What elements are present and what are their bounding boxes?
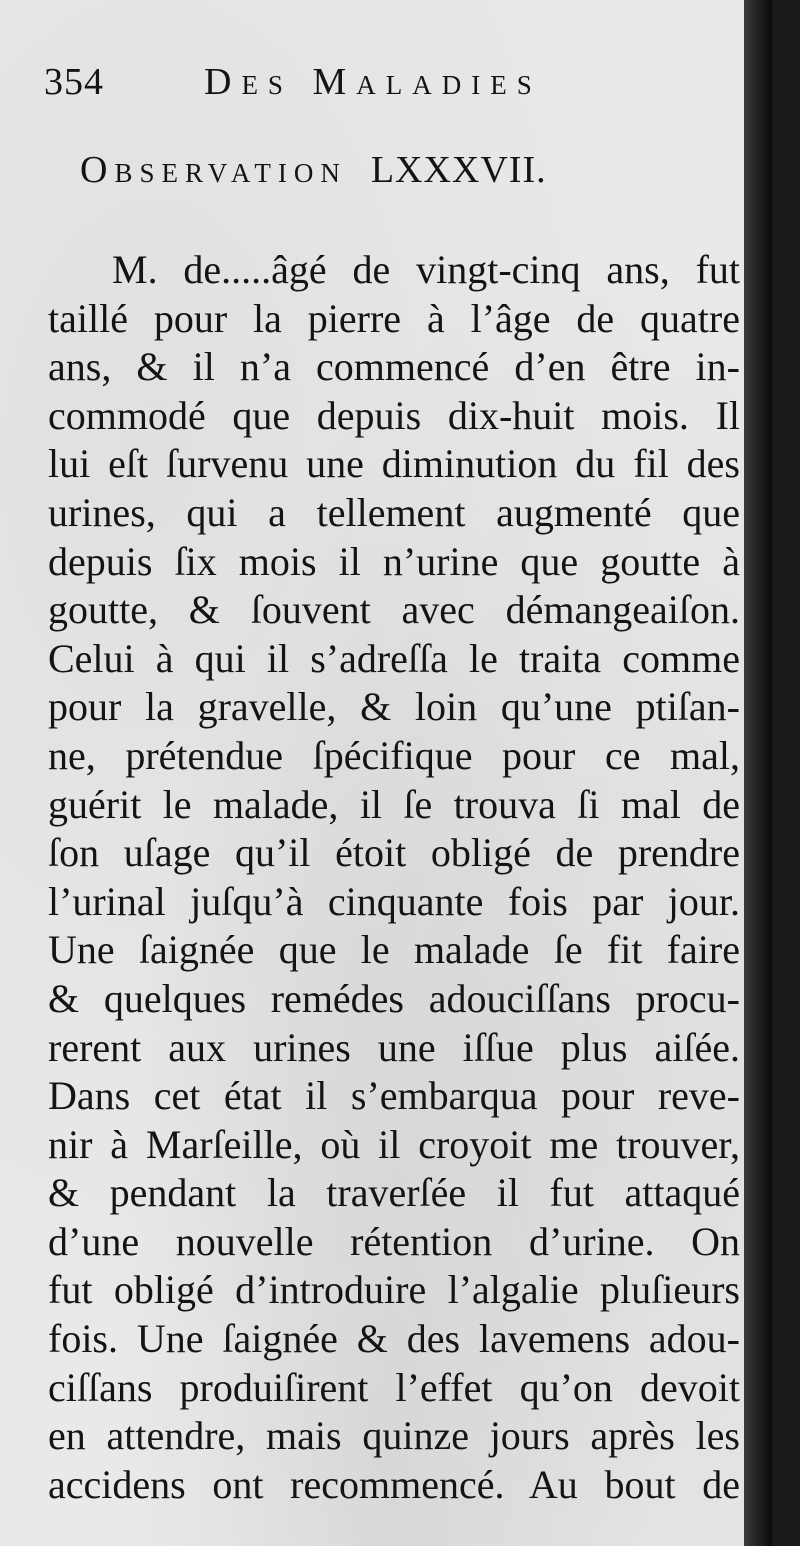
text-line: ſon uſage qu’il étoit obligé de prendre [48,830,740,876]
text-line: ne, prétendue ſpécifique pour ce mal, [48,732,740,778]
text-line: & quelques remédes adouciſſans procu- [48,975,740,1021]
text-line: ciſſans produiſirent l’effet qu’on devoit [48,1364,740,1410]
text-line: & pendant la traverſée il fut attaqué [48,1170,740,1216]
observation-label: Observation [80,149,347,191]
text-line: rerent aux urines une iſſue plus aiſée. [48,1024,740,1070]
running-title: Des Maladies [204,61,542,103]
text-line: depuis ſix mois il n’urine que goutte à [48,538,740,584]
body-text [48,246,740,1509]
text-line: d’une nouvelle rétention d’urine. On [48,1218,740,1264]
text-line: accidens ont recommencé. Au bout de [48,1461,740,1507]
text-line: urines, qui a tellement augmenté que [48,489,740,535]
text-line: ans, & il n’a commencé d’en être in- [48,344,740,390]
text-line: en attendre, mais quinze jours après les [48,1413,740,1459]
text-line: fut obligé d’introduire l’algalie pluſieurs [48,1267,740,1313]
text-line: Une ſaignée que le malade ſe fit faire [48,927,740,973]
observation-heading [80,148,720,208]
page-number: 354 [44,61,104,103]
text-line: lui eſt ſurvenu une diminution du fil des [48,441,740,487]
observation-number: LXXXVII. [370,149,547,191]
text-line: commodé que depuis dix-huit mois. Il [48,392,740,438]
text-line: pour la gravelle, & loin qu’une ptiſan- [48,684,740,730]
text-line: guérit le malade, il ſe trouva ſi mal de [48,781,740,827]
running-head [44,52,604,112]
text-line: Celui à qui il s’adreſſa le traita comme [48,635,740,681]
text-line: fois. Une ſaignée & des lavemens adou- [48,1316,740,1362]
text-line: taillé pour la pierre à l’âge de quatre [48,295,740,341]
text-line: l’urinal juſqu’à cinquante fois par jour. [48,878,740,924]
text-line: nir à Marſeille, où il croyoit me trouver, [48,1121,740,1167]
text-line: Dans cet état il s’embarqua pour reve- [48,1073,740,1119]
text-line: M. de.....âgé de vingt-cinq ans, fut [112,247,740,292]
text-line: goutte, & ſouvent avec démangeaiſon. [48,587,740,633]
page-edge-shadow [744,0,772,1546]
